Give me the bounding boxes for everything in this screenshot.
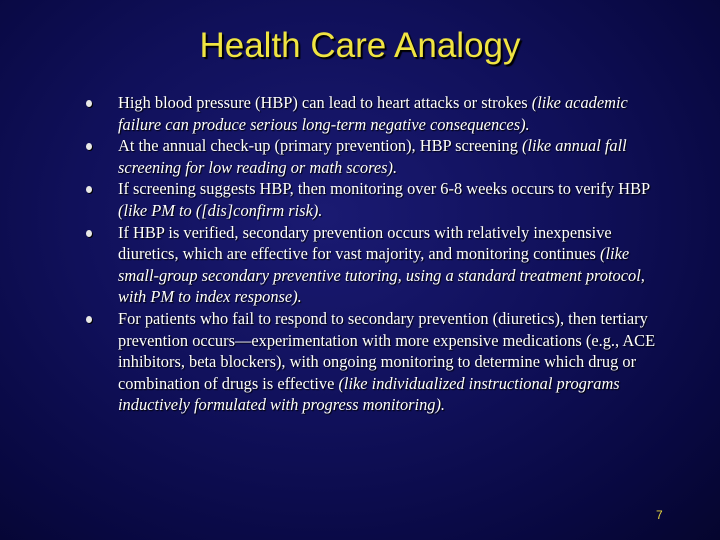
bullet-analogy-text: (like academic failure can produce serious long-term negative consequences). (118, 93, 628, 134)
bullet-item (84, 222, 664, 308)
bullet-item (84, 135, 664, 178)
bullet-dot-icon (86, 316, 92, 323)
bullet-item (84, 308, 664, 416)
bullet-text: If screening suggests HBP, then monitoring over 6-8 weeks occurs to verify HBP (118, 179, 650, 199)
bullet-analogy-text: (like annual fall screening for low reading or math scores). (118, 136, 627, 177)
slide-title: Health Care Analogy (199, 26, 521, 65)
bullet-analogy-text: (like PM to ([dis]confirm risk). (118, 200, 323, 220)
bullet-dot-icon (86, 143, 92, 150)
bullet-list (84, 92, 664, 416)
bullet-text: High blood pressure (HBP) can lead to heart attacks or strokes (118, 93, 532, 112)
bullet-analogy-text: (like small-group secondary preventive tutoring, using a standard treatment protocol, with PM to index response). (118, 244, 645, 307)
page-number: 7 (656, 508, 663, 522)
bullet-analogy-text: (like individualized instructional programs inductively formulated with progress monitoring). (118, 373, 620, 415)
bullet-dot-icon (86, 100, 92, 107)
bullet-dot-icon (86, 186, 92, 193)
bullet-text: For patients who fail to respond to secondary prevention (diuretics), then tertiary prevention occurs—experimentation with more expensive medications (e.g., ACE inhibitors, beta blockers), with ongoing monitoring to determine which drug or combination of drugs is effective (118, 308, 656, 393)
bullet-text: At the annual check-up (primary prevention), HBP screening (118, 136, 523, 156)
bullet-item (84, 92, 664, 135)
bullet-dot-icon (86, 230, 92, 237)
bullet-text: If HBP is verified, secondary prevention occurs with relatively inexpensive diuretics, which are effective for vast majority, and monitoring continues (118, 222, 612, 264)
bullet-item (84, 178, 664, 221)
